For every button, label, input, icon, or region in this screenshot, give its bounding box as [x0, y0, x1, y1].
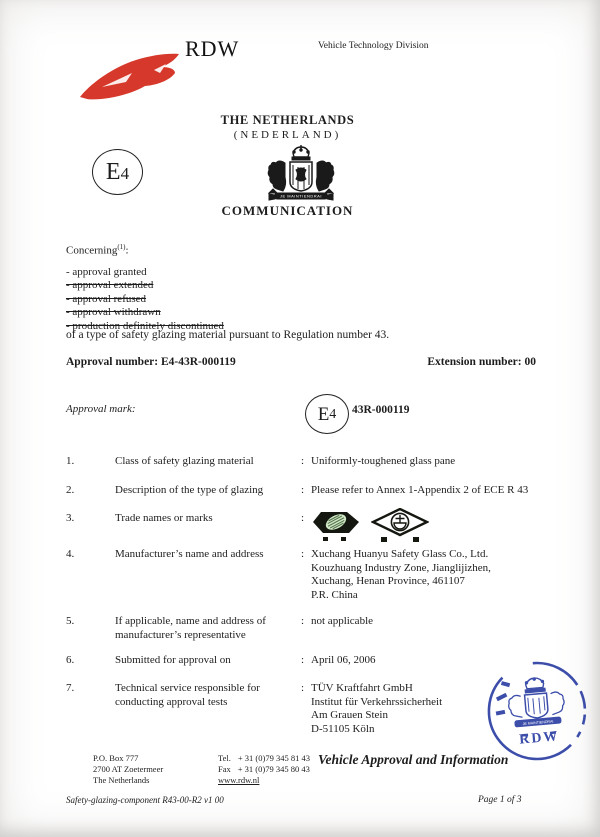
item-row: 1. Class of safety glazing material : Uniformly-toughened glass pane: [66, 455, 544, 469]
item-value: Please refer to Annex 1-Appendix 2 of ECE R 43: [311, 484, 529, 496]
website-link: www.rdw.nl: [218, 774, 260, 785]
item-label: Trade names or marks: [115, 512, 213, 524]
netherlands-coat-of-arms-icon: [255, 145, 347, 201]
country-name-native: (NEDERLAND): [233, 129, 342, 141]
stamp-motto-text: JE MAINTIENDRAI: [522, 719, 554, 727]
item-row: 5. If applicable, name and address of manufacturer’s representative : not applicable: [66, 615, 544, 642]
e4-letter: E: [105, 159, 121, 185]
item-row: 4. Manufacturer’s name and address : Xuchang Huanyu Safety Glass Co., Ltd. Kouzhuang Industry Zone, Jianglijizhen, Xuchang, Henan Province, 461107 P.R. China: [66, 548, 544, 602]
item-number: 1.: [66, 455, 75, 467]
item-row: 2. Description of the type of glazing : Please refer to Annex 1-Appendix 2 of ECE R 43: [66, 484, 544, 498]
e4-letter: E: [317, 403, 330, 425]
country-name: THE NETHERLANDS: [220, 113, 355, 127]
concerning-item: - production definitely discontinued: [66, 319, 224, 332]
page-number: Page 1 of 3: [478, 795, 522, 805]
fax-number: + 31 (0)79 345 80 43: [237, 763, 310, 774]
footer-contact: [218, 753, 310, 785]
extension-number: Extension number: 00: [427, 356, 536, 368]
item-number: 3.: [66, 512, 75, 524]
diamond-circle-trademark-icon: [371, 508, 429, 544]
item-number: 6.: [66, 654, 75, 666]
item-label: Manufacturer’s name and address: [115, 548, 264, 560]
fax-label: Fax: [218, 763, 231, 774]
concerning-item: - approval withdrawn: [66, 306, 161, 319]
footnote-ref: (1): [117, 243, 126, 251]
item-label: Submitted for approval on: [115, 654, 231, 666]
huanyu-hexagon-trademark-icon: [311, 508, 363, 544]
item-value: not applicable: [311, 615, 374, 627]
concerning-item: - approval refused: [66, 292, 147, 305]
item-label: If applicable, name and address of manufacturer’s representative: [115, 615, 266, 641]
concerning-label: Concerning$^{(1)}$:: [66, 243, 129, 257]
country-title-block: [170, 113, 405, 141]
approval-number: Approval number: E4-43R-000119: [66, 356, 236, 368]
stamp-rdw-text: RDW: [518, 729, 561, 748]
document-reference: Safety-glazing-component R43-00-R2 v1 00: [66, 795, 224, 805]
item-value: TÜV Kraftfahrt GmbH Institut für Verkehrssicherheit Am Grauen Stein D-51105 Köln: [311, 682, 443, 735]
item-value: Xuchang Huanyu Safety Glass Co., Ltd. Kouzhuang Industry Zone, Jianglijizhen, Xuchang, Henan Province, 461107 P.R. China: [311, 548, 491, 601]
approval-mark-e4-icon: [305, 394, 349, 434]
concerning-section: [66, 241, 224, 333]
motto-text: JE MAINTIENDRAI: [280, 193, 322, 199]
e4-mark-icon: [92, 149, 143, 195]
division-title: Vehicle Technology Division: [318, 41, 429, 51]
subject-line: of a type of safety glazing material pursuant to Regulation number 43.: [66, 329, 390, 341]
item-row: 7. Technical service responsible for conducting approval tests : TÜV Kraftfahrt GmbH Institut für Verkehrssicherheit Am Grauen Stein D-51105 Köln: [66, 682, 544, 736]
item-row: 6. Submitted for approval on : April 06, 2006: [66, 654, 544, 668]
e4-digit: 4: [329, 407, 337, 422]
concerning-item: - approval extended: [66, 279, 154, 292]
item-number: 4.: [66, 548, 75, 560]
item-number: 2.: [66, 484, 75, 496]
item-number: 7.: [66, 682, 75, 694]
rdw-logo-icon: [76, 40, 186, 110]
footer-department: Vehicle Approval and Information: [318, 752, 509, 767]
communication-heading: COMMUNICATION: [221, 203, 354, 218]
trade-mark-logos: [311, 508, 544, 544]
approval-mark-number: 43R-000119: [352, 404, 410, 416]
item-number: 5.: [66, 615, 75, 627]
concerning-item: - approval granted: [66, 266, 147, 279]
rdw-wordmark: RDW: [185, 36, 240, 61]
tel-label: Tel.: [218, 753, 231, 763]
approval-number-row: [66, 356, 536, 368]
item-value: Uniformly-toughened glass pane: [311, 455, 456, 467]
footer-address: P.O. Box 777 2700 AT Zoetermeer The Netherlands: [93, 753, 164, 785]
item-row: 3. Trade names or marks :: [66, 512, 544, 544]
e4-digit: 4: [120, 163, 130, 183]
approval-mark-label: Approval mark:: [66, 403, 136, 415]
item-label: Description of the type of glazing: [115, 484, 264, 496]
item-value: April 06, 2006: [311, 654, 376, 666]
tel-number: + 31 (0)79 345 81 43: [237, 753, 310, 763]
item-label: Technical service responsible for conducting approval tests: [115, 682, 260, 708]
item-label: Class of safety glazing material: [115, 455, 254, 467]
